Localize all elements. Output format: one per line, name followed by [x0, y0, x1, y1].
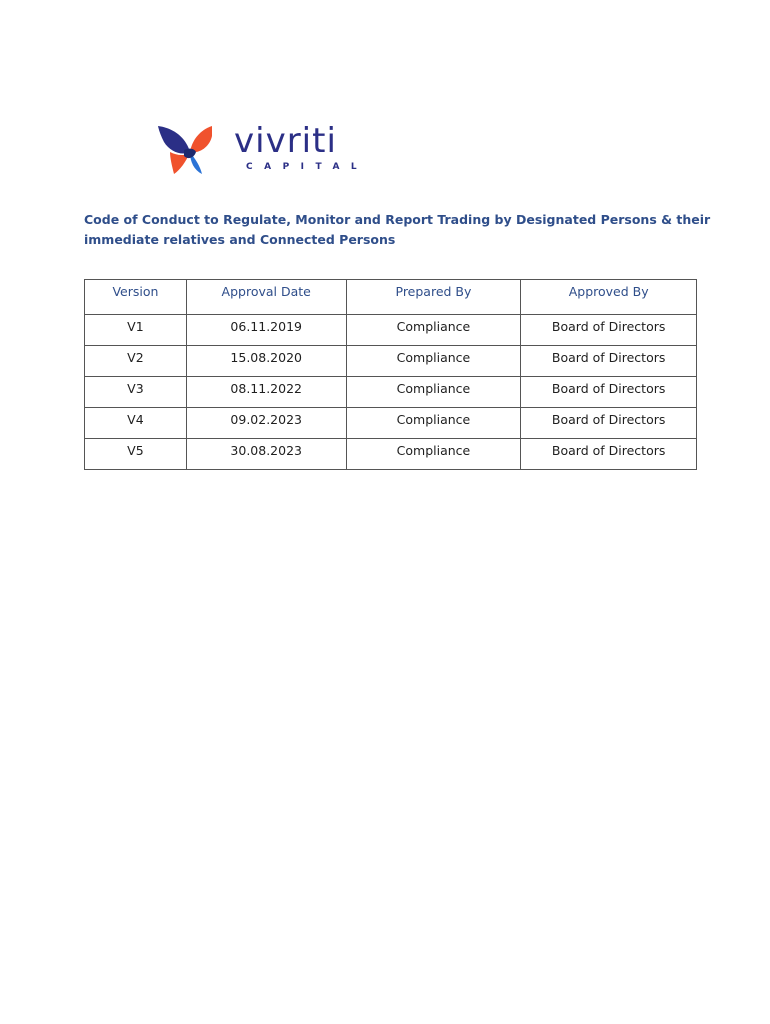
butterfly-logo-icon — [156, 122, 230, 178]
cell-approval-date: 06.11.2019 — [186, 315, 346, 346]
cell-version: V3 — [85, 377, 187, 408]
table-row — [85, 346, 697, 377]
header-approved-by: Approved By — [521, 280, 697, 315]
table-row — [85, 439, 697, 470]
header-prepared-by: Prepared By — [346, 280, 521, 315]
company-logo — [156, 121, 369, 178]
table-row — [85, 315, 697, 346]
version-history-table — [84, 279, 697, 470]
cell-approved-by: Board of Directors — [521, 408, 697, 439]
header-approval-date: Approval Date — [186, 280, 346, 315]
cell-version: V1 — [85, 315, 187, 346]
header-version: Version — [85, 280, 187, 315]
table-row — [85, 408, 697, 439]
cell-prepared-by: Compliance — [346, 439, 521, 470]
cell-version: V2 — [85, 346, 187, 377]
cell-approved-by: Board of Directors — [521, 315, 697, 346]
cell-prepared-by: Compliance — [346, 377, 521, 408]
cell-prepared-by: Compliance — [346, 346, 521, 377]
cell-approval-date: 08.11.2022 — [186, 377, 346, 408]
table-header-row — [85, 280, 697, 315]
cell-prepared-by: Compliance — [346, 408, 521, 439]
cell-approved-by: Board of Directors — [521, 439, 697, 470]
cell-version: V5 — [85, 439, 187, 470]
table-row — [85, 377, 697, 408]
logo-wordmark: vivriti — [234, 121, 337, 161]
cell-prepared-by: Compliance — [346, 315, 521, 346]
cell-approval-date: 30.08.2023 — [186, 439, 346, 470]
cell-version: V4 — [85, 408, 187, 439]
cell-approval-date: 09.02.2023 — [186, 408, 346, 439]
cell-approved-by: Board of Directors — [521, 346, 697, 377]
logo-subtitle: CAPITAL — [246, 162, 369, 172]
cell-approved-by: Board of Directors — [521, 377, 697, 408]
document-title: Code of Conduct to Regulate, Monitor and Report Trading by Designated Persons & their immediate relatives and Connected Persons — [84, 212, 711, 247]
cell-approval-date: 15.08.2020 — [186, 346, 346, 377]
